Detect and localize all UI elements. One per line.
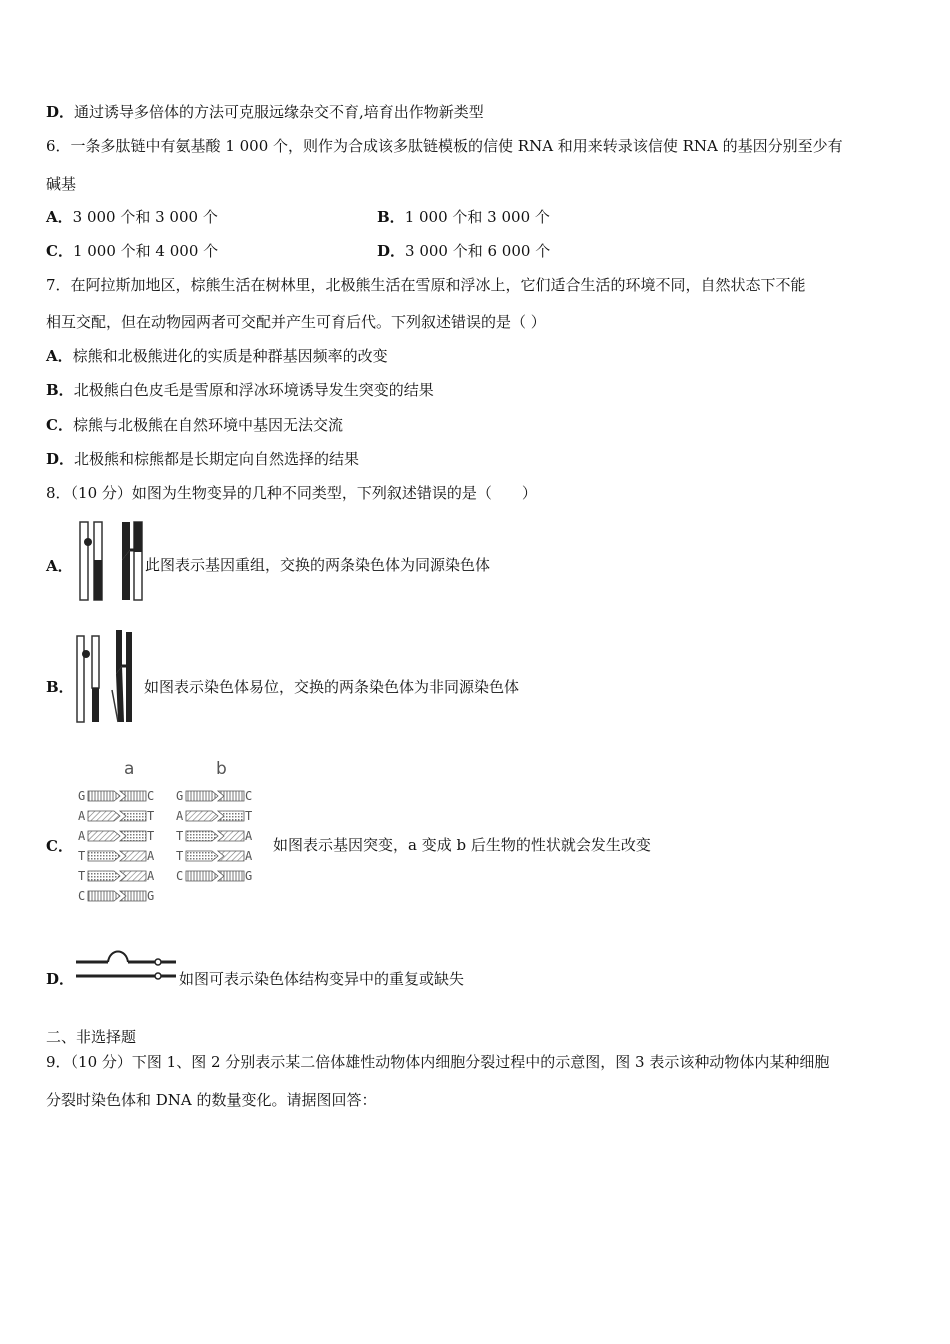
base-right: T — [245, 809, 253, 823]
option-text: 北极熊白色皮毛是雪原和浮冰环境诱导发生突变的结果 — [73, 381, 434, 399]
q7-option-a — [46, 346, 388, 366]
option-text: 通过诱导多倍体的方法可克服远缘杂交不育,培育出作物新类型 — [74, 103, 484, 121]
base-right: A — [147, 869, 155, 883]
base-right: A — [147, 849, 155, 863]
q7-option-c — [46, 415, 343, 435]
base-right-block — [218, 811, 244, 821]
q5-option-d — [46, 102, 484, 122]
gene-mutation-figure — [76, 756, 272, 912]
q8-option-c-label: C． — [46, 837, 73, 855]
q8-option-d-label: D． — [46, 970, 75, 988]
q9-stem-line2: 分裂时染色体和 DNA 的数量变化。请据图回答： — [46, 1091, 377, 1109]
option-label: D． — [46, 450, 75, 468]
q7-option-b — [46, 380, 434, 400]
base-right: T — [147, 829, 155, 843]
base-right: C — [147, 789, 155, 803]
strand-b-label: b — [216, 759, 227, 779]
base-left: C — [78, 889, 86, 903]
base-right-block — [120, 891, 146, 901]
base-left-block — [88, 891, 120, 901]
base-right-block — [120, 851, 146, 861]
base-left: A — [78, 829, 86, 843]
base-left-block — [186, 851, 218, 861]
q6-option-b — [377, 207, 550, 227]
base-right: A — [245, 829, 253, 843]
option-label: D． — [377, 242, 406, 260]
base-left: T — [78, 849, 86, 863]
option-text: 棕熊与北极熊在自然环境中基因无法交流 — [72, 416, 343, 434]
base-left-block — [88, 791, 120, 801]
option-label: B． — [377, 208, 405, 226]
base-right-block — [120, 791, 146, 801]
base-left-block — [88, 811, 120, 821]
base-left: G — [176, 789, 184, 803]
q7-stem-line1: 7．在阿拉斯加地区，棕熊生活在树林里，北极熊生活在雪原和浮冰上，它们适合生活的环境不同，自然状态下不能 — [46, 276, 806, 294]
base-left-block — [88, 831, 120, 841]
base-right-block — [120, 811, 146, 821]
base-right: G — [245, 869, 253, 883]
q8-option-a-label: A． — [46, 557, 73, 575]
base-left: A — [78, 809, 86, 823]
q8-stem: 8．（10 分）如图为生物变异的几种不同类型，下列叙述错误的是（ ） — [46, 484, 537, 502]
section-title: 二、非选择题 — [46, 1028, 137, 1046]
base-left-block — [88, 851, 120, 861]
strand-a-label: a — [124, 759, 135, 779]
base-left: T — [176, 849, 184, 863]
base-left-block — [186, 791, 218, 801]
option-label: D． — [46, 103, 75, 121]
q8-option-a-text: 此图表示基因重组，交换的两条染色体为同源染色体 — [145, 556, 491, 574]
base-right: C — [245, 789, 253, 803]
base-left: A — [176, 809, 184, 823]
base-right-block — [120, 831, 146, 841]
option-label: C． — [46, 416, 73, 434]
q8-option-c-text: 如图表示基因突变，a 变成 b 后生物的性状就会发生改变 — [273, 836, 651, 854]
strand-b-pairs — [176, 789, 253, 883]
q8-option-b-text: 如图表示染色体易位，交换的两条染色体为非同源染色体 — [144, 678, 520, 696]
base-left-block — [186, 871, 218, 881]
base-right-block — [218, 851, 244, 861]
base-left: G — [78, 789, 86, 803]
q8-option-b-label: B． — [46, 678, 74, 696]
q7-option-d — [46, 449, 359, 469]
base-left: C — [176, 869, 184, 883]
q6-stem-line2: 碱基 — [46, 175, 77, 193]
q9-stem-line1: 9．（10 分）下图 1、图 2 分别表示某二倍体雄性动物体内细胞分裂过程中的示意图，图 3 表示该种动物体内某种细胞 — [46, 1053, 830, 1071]
option-text: 3 000 个和 3 000 个 — [72, 208, 218, 226]
q6-stem-line1: 6．一条多肽链中有氨基酸 1 000 个，则作为合成该多肽链模板的信使 RNA 和用来转录该信使 RNA 的基因分别至少有 — [46, 137, 843, 155]
option-label: C． — [46, 242, 73, 260]
base-right-block — [218, 871, 244, 881]
option-text: 棕熊和北极熊进化的实质是种群基因频率的改变 — [72, 347, 388, 365]
option-text: 1 000 个和 4 000 个 — [72, 242, 219, 260]
base-left: T — [78, 869, 86, 883]
option-text: 3 000 个和 6 000 个 — [405, 242, 551, 260]
q8-option-d-text: 如图可表示染色体结构变异中的重复或缺失 — [179, 970, 465, 988]
base-left: T — [176, 829, 184, 843]
q6-option-a — [46, 207, 218, 227]
base-right-block — [120, 871, 146, 881]
base-right: T — [147, 809, 155, 823]
base-right: G — [147, 889, 155, 903]
option-text: 1 000 个和 3 000 个 — [404, 208, 550, 226]
q7-stem-line2: 相互交配，但在动物园两者可交配并产生可育后代。下列叙述错误的是（ ） — [46, 313, 546, 331]
crossover-chromosomes-figure — [76, 520, 144, 602]
base-right-block — [218, 791, 244, 801]
translocation-chromosomes-figure — [74, 630, 142, 724]
strand-a-pairs — [78, 789, 155, 903]
option-text: 北极熊和棕熊都是长期定向自然选择的结果 — [74, 450, 360, 468]
base-left-block — [186, 811, 218, 821]
q6-option-c — [46, 241, 218, 261]
option-label: A． — [46, 208, 73, 226]
base-right-block — [218, 831, 244, 841]
option-label: B． — [46, 381, 74, 399]
base-right: A — [245, 849, 253, 863]
chromosome-loop-figure — [74, 946, 178, 986]
base-left-block — [88, 871, 120, 881]
q6-option-d — [377, 241, 550, 261]
base-left-block — [186, 831, 218, 841]
option-label: A． — [46, 347, 73, 365]
